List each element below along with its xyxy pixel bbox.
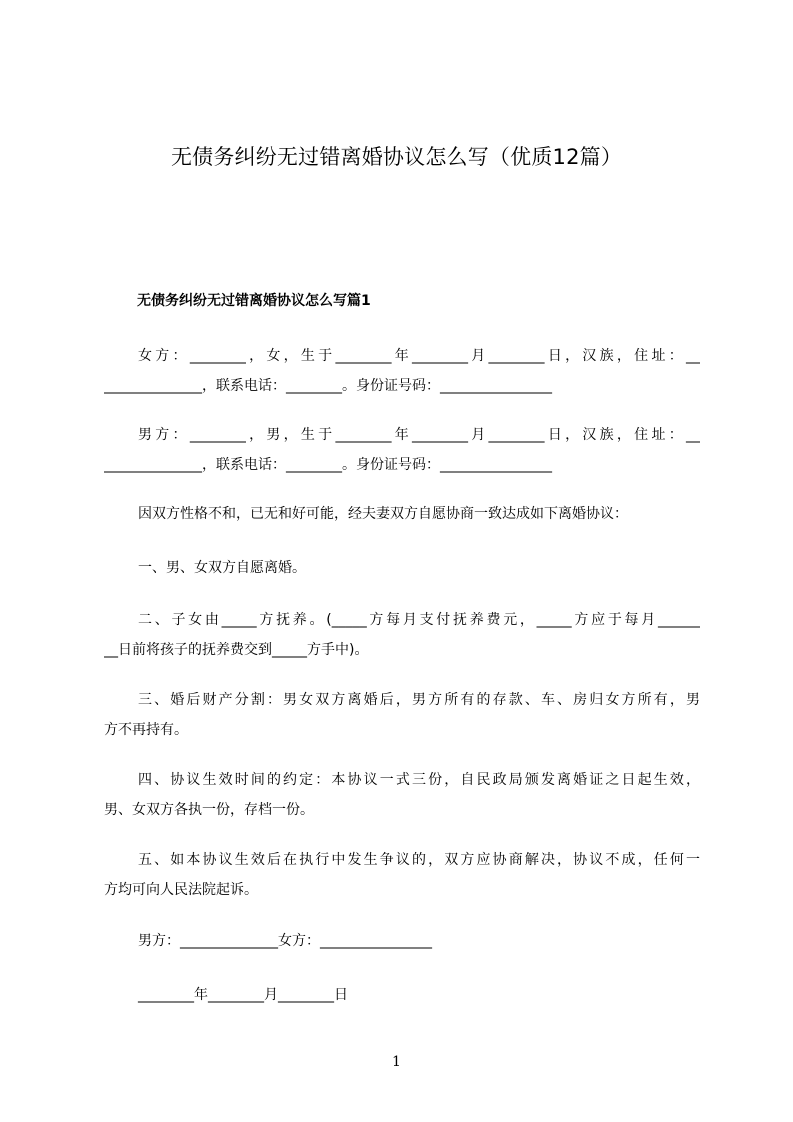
paragraph-clause-1 (104, 553, 700, 583)
paragraph-line: 男、女双方各执一份，存档一份。 (104, 802, 314, 818)
paragraph-line: 因双方性格不和，已无和好可能，经夫妻双方自愿协商一致达成如下离婚协议： (138, 506, 628, 522)
paragraph-line: ______________，联系电话：________。身份证号码：________________ (104, 378, 552, 394)
paragraph-line: 男方：________，男，生于________年________月________日，汉族，住址：__ (138, 427, 700, 443)
document-title: 无债务纠纷无过错离婚协议怎么写（优质12篇） (170, 145, 623, 169)
paragraph-clause-4 (104, 765, 700, 825)
paragraph-line: 四、协议生效时间的约定：本协议一式三份，自民政局颁发离婚证之日起生效， (138, 772, 700, 788)
paragraph-line: 三、婚后财产分割：男女双方离婚后，男方所有的存款、车、房归女方所有，男 (138, 692, 700, 708)
paragraph-line: 女方：________，女，生于________年________月________日，汉族，住址：__ (138, 348, 700, 364)
paragraph-clause-2 (104, 605, 700, 665)
date-line (104, 980, 700, 1010)
paragraph-line: 方不再持有。 (104, 722, 188, 738)
paragraph-clause-5 (104, 845, 700, 905)
paragraph-line: 二、子女由_____方抚养。(_____方每月支付抚养费元，_____方应于每月______ (138, 612, 700, 628)
paragraph-line: 五、如本协议生效后在执行中发生争议的，双方应协商解决，协议不成，任何一 (138, 852, 700, 868)
paragraph-line: ______________，联系电话：________。身份证号码：________________ (104, 457, 552, 473)
paragraph-line: __日前将孩子的抚养费交到_____方手中)。 (104, 642, 369, 658)
section-heading: 无债务纠纷无过错离婚协议怎么写篇1 (137, 293, 371, 309)
paragraph-line: 一、男、女双方自愿离婚。 (138, 560, 306, 576)
paragraph-female-party (104, 341, 700, 401)
paragraph-preamble (104, 499, 700, 529)
paragraph-line: 方均可向人民法院起诉。 (104, 882, 258, 898)
paragraph-clause-3 (104, 685, 700, 745)
paragraph-line: 男方：______________女方：________________ (138, 933, 432, 949)
paragraph-male-party (104, 420, 700, 480)
signature-line (104, 926, 700, 956)
page-number: 1 (392, 1054, 401, 1070)
paragraph-line: ________年________月________日 (138, 987, 348, 1003)
